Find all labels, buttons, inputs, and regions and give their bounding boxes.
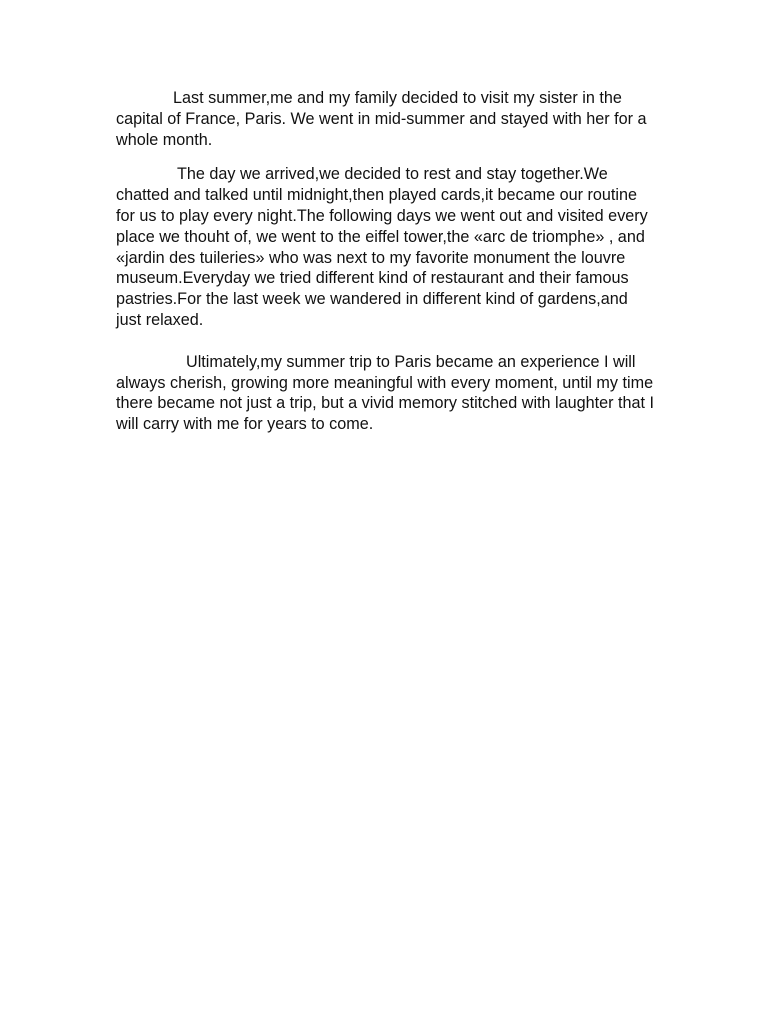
paragraph-trip-details: The day we arrived,we decided to rest and stay together.We chatted and talked until midnight,then played cards,it became our routine for us to play every night.The following days we went out and visited every place we thouht of, we went to the eiffel tower,the «arc de triomphe» , and «jardin des tuileries» who was next to my favorite monument the louvre museum.Everyday we tried different kind of restaurant and their famous pastries.For the last week we wandered in different kind of gardens,and just relaxed. [116, 165, 648, 329]
paragraph-conclusion: Ultimately,my summer trip to Paris became an experience I will always cherish, growing more meaningful with every moment, until my time there became not just a trip, but a vivid memory stitched with laughter that I will carry with me for years to come. [116, 352, 655, 434]
document-body [116, 88, 656, 435]
paragraph-intro: Last summer,me and my family decided to visit my sister in the capital of France, Paris. We went in mid-summer and stayed with her for a whole month. [116, 89, 647, 149]
